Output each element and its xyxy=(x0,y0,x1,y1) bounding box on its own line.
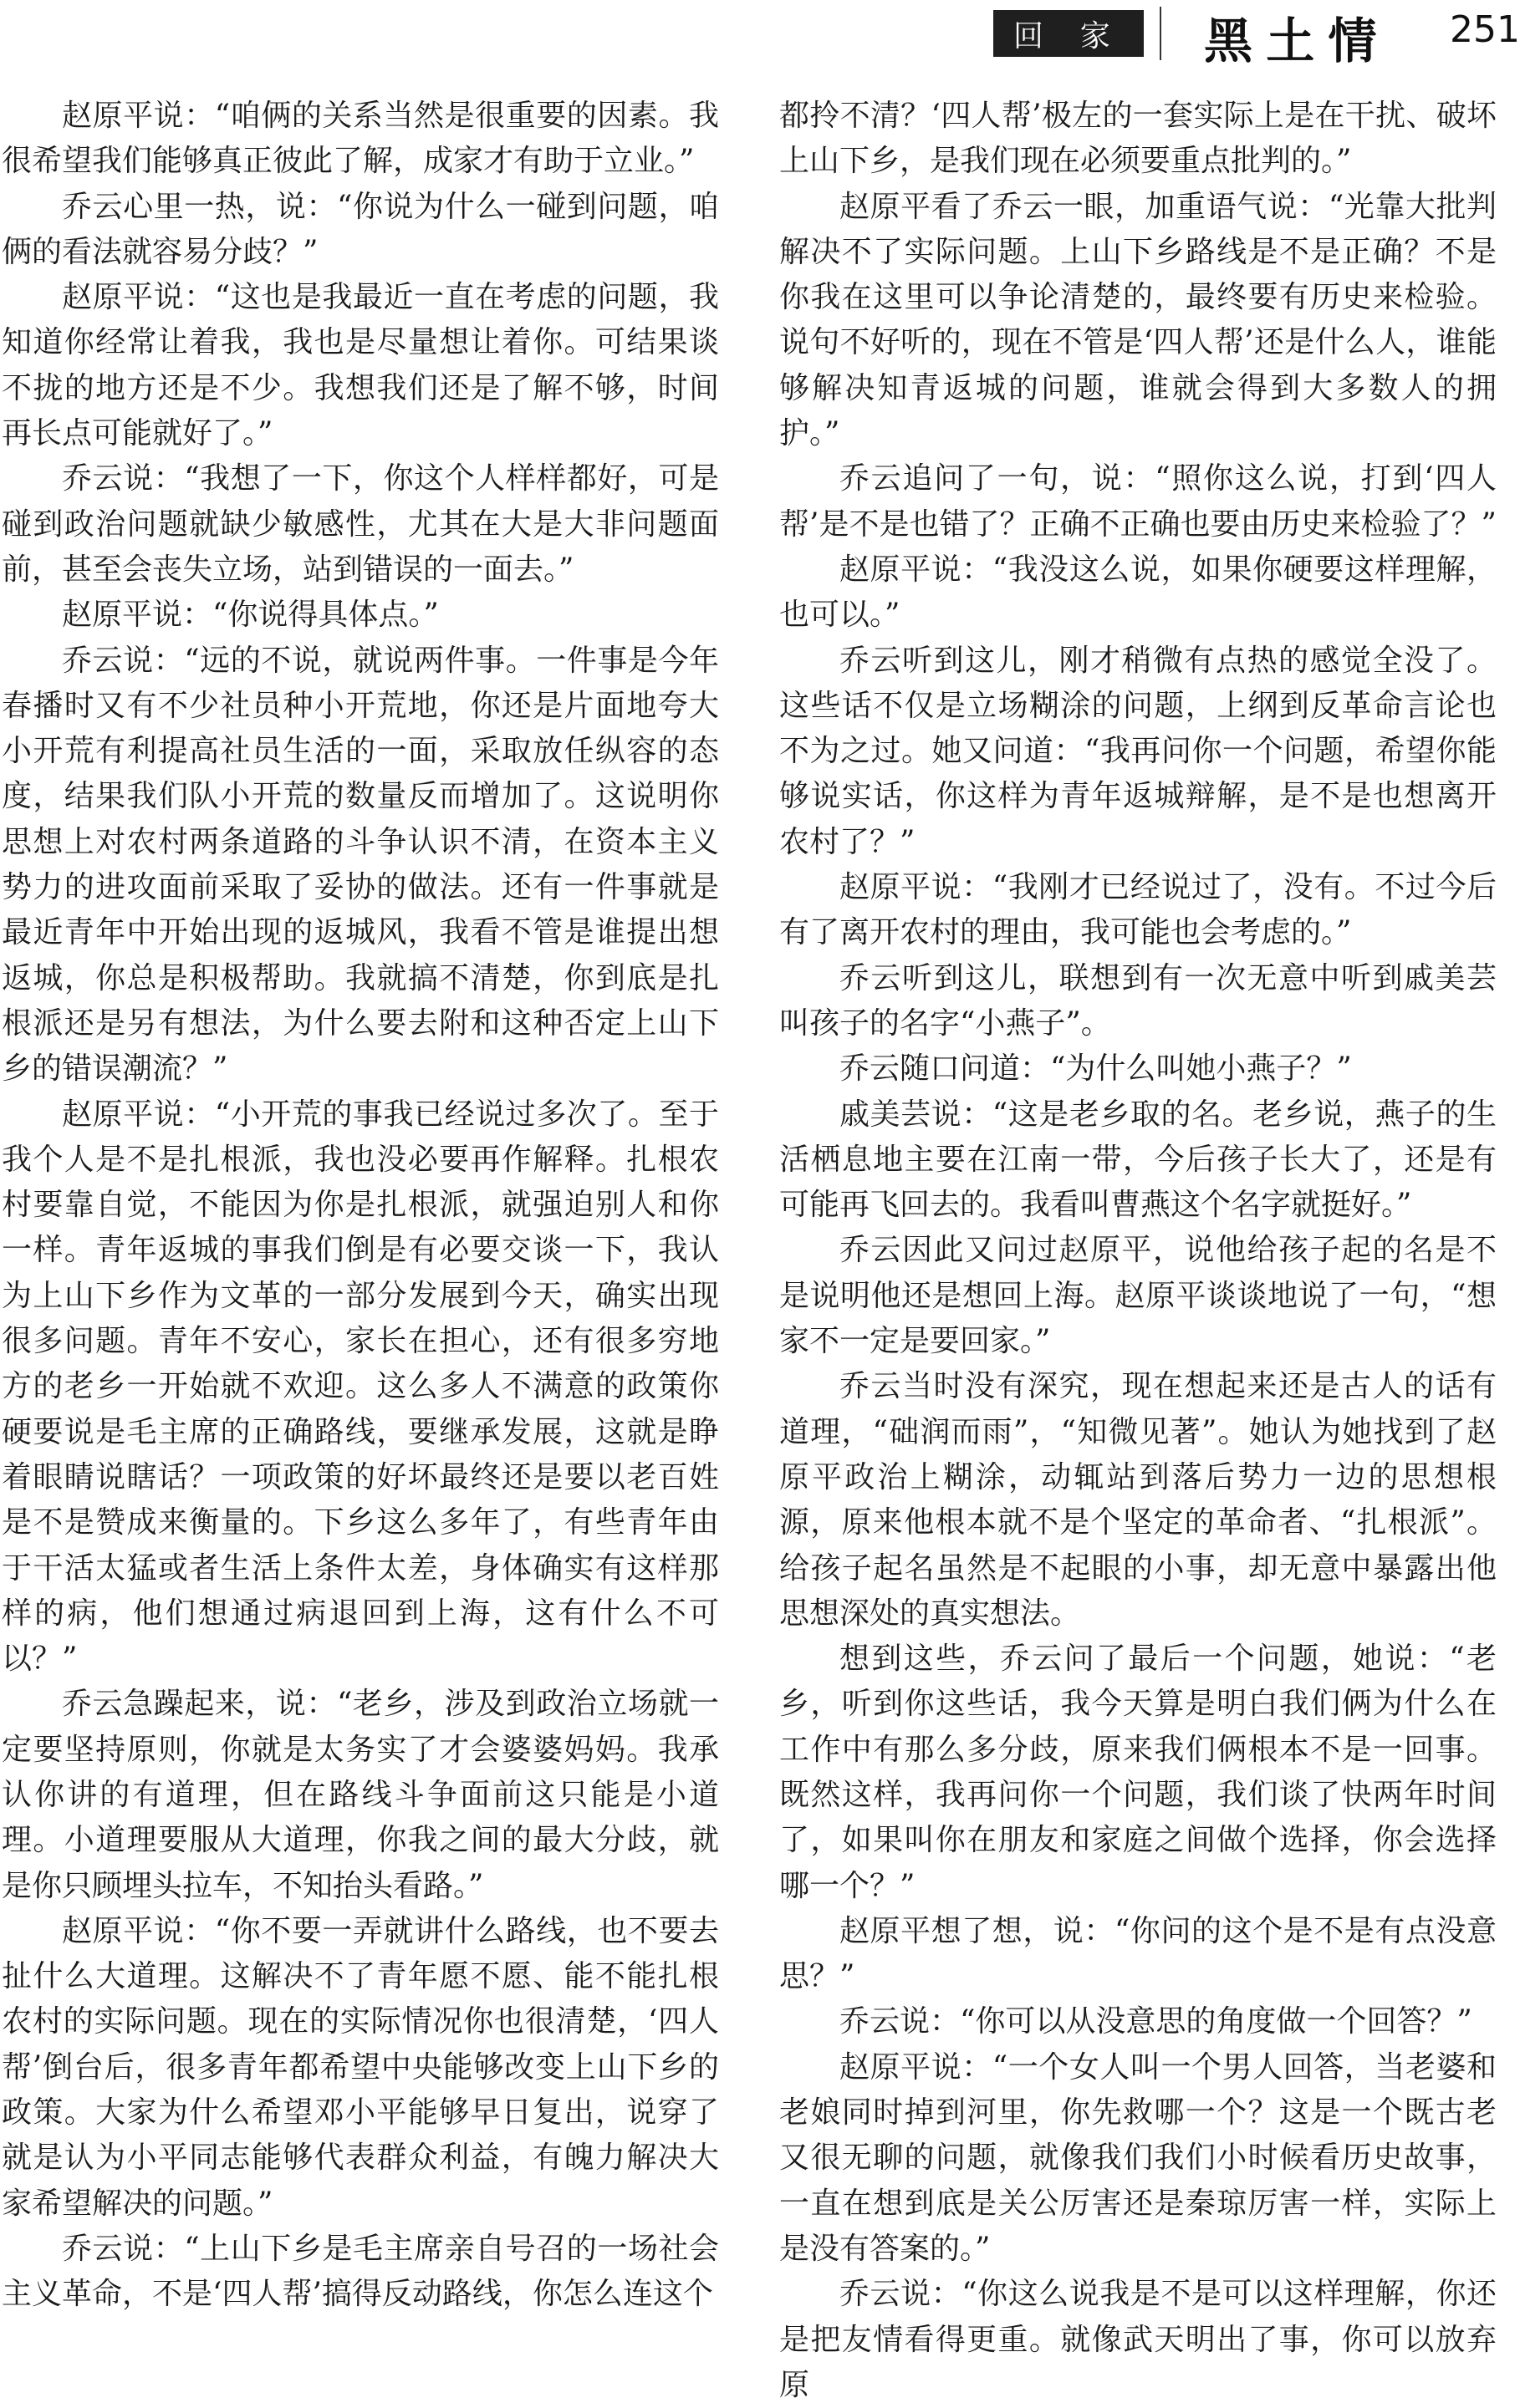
paragraph: 乔云因此又问过赵原平，说他给孩子起的名是不是说明他还是想回上海。赵原平谈谈地说了一句，“想家不一定是要回家。” xyxy=(779,1233,1497,1359)
magazine-logo: 黑土情 xyxy=(1204,13,1390,69)
paragraph: 赵原平说：“一个女人叫一个男人回答，当老婆和老娘同时掉到河里，你先救哪一个？这是一个既古老又很无聊的问题，就像我们我们小时候看历史故事，一直在想到底是关公厉害还是秦琼厉害一样，实际上是没有答案的。” xyxy=(779,2049,1497,2266)
paragraph: 乔云说：“我想了一下，你这个人样样都好，可是碰到政治问题就缺少敏感性，尤其在大是大非问题面前，甚至会丧失立场，站到错误的一面去。” xyxy=(2,461,719,587)
paragraph: 都拎不清？‘四人帮’极左的一套实际上是在干扰、破坏上山下乡，是我们现在必须要重点批判的。” xyxy=(779,99,1497,179)
paragraph: 乔云听到这儿，联想到有一次无意中听到戚美芸叫孩子的名字“小燕子”。 xyxy=(779,960,1497,1041)
paragraph: 乔云急躁起来，说：“老乡，涉及到政治立场就一定要坚持原则，你就是太务实了才会婆婆妈妈。我承认你讲的有道理，但在路线斗争面前这只能是小道理。小道理要服从大道理，你我之间的最大分歧，就是你只顾埋头拉车，不知抬头看路。” xyxy=(2,1687,719,1903)
paragraph: 乔云说：“你可以从没意思的角度做一个回答？” xyxy=(839,2004,1472,2039)
paragraph: 乔云随口问道：“为什么叫她小燕子？” xyxy=(839,1051,1352,1087)
paragraph: 赵原平说：“我刚才已经说过了，没有。不过今后有了离开农村的理由，我可能也会考虑的。” xyxy=(779,870,1497,950)
page-number: 251 xyxy=(1450,8,1520,51)
paragraph: 乔云说：“远的不说，就说两件事。一件事是今年春播时又有不少社员种小开荒地，你还是片面地夸大小开荒有利提高社员生活的一面，采取放任纵容的态度，结果我们队小开荒的数量反而增加了。这说明你思想上对农村两条道路的斗争认识不清，在资本主义势力的进攻面前采取了妥协的做法。还有一件事就是最近青年中开始出现的返城风，我看不管是谁提出想返城，你总是积极帮助。我就搞不清楚，你到底是扎根派还是另有想法，为什么要去附和这种否定上山下乡的错误潮流？” xyxy=(2,643,719,1087)
paragraph: 乔云说：“你这么说我是不是可以这样理解，你还是把友情看得更重。就像武天明出了事，你可以放弃原 xyxy=(779,2277,1497,2402)
paragraph: 乔云听到这儿，刚才稍微有点热的感觉全没了。这些话不仅是立场糊涂的问题，上纲到反革命言论也不为之过。她又问道：“我再问你一个问题，希望你能够说实话，你这样为青年返城辩解，是不是也想离开农村了？” xyxy=(779,643,1497,859)
header-divider xyxy=(1160,7,1161,60)
paragraph: 乔云说：“上山下乡是毛主席亲自号召的一场社会主义革命，不是‘四人帮’搞得反动路线，你怎么连这个 xyxy=(2,2231,719,2312)
paragraph: 赵原平说：“咱俩的关系当然是很重要的因素。我很希望我们能够真正彼此了解，成家才有助于立业。” xyxy=(2,99,719,179)
page-header xyxy=(0,0,1520,69)
paragraph: 乔云当时没有深究，现在想起来还是古人的话有道理，“础润而雨”，“知微见著”。她认为她找到了赵原平政治上糊涂，动辄站到落后势力一边的思想根源，原来他根本就不是个坚定的革命者、“扎根派”。给孩子起名虽然是不起眼的小事，却无意中暴露出他思想深处的真实想法。 xyxy=(779,1369,1497,1631)
left-column xyxy=(2,94,719,2318)
paragraph: 赵原平说：“你不要一弄就讲什么路线，也不要去扯什么大道理。这解决不了青年愿不愿、能不能扎根农村的实际问题。现在的实际情况你也很清楚，‘四人帮’倒台后，很多青年都希望中央能够改变上山下乡的政策。大家为什么希望邓小平能够早日复出，说穿了就是认为小平同志能够代表群众利益，有魄力解决大家希望解决的问题。” xyxy=(2,1913,719,2221)
paragraph: 乔云心里一热，说：“你说为什么一碰到问题，咱俩的看法就容易分歧？” xyxy=(2,189,719,269)
paragraph: 想到这些，乔云问了最后一个问题，她说：“老乡，听到你这些话，我今天算是明白我们俩为什么在工作中有那么多分歧，原来我们俩根本不是一回事。既然这样，我再问你一个问题，我们谈了快两年时间了，如果叫你在朋友和家庭之间做个选择，你会选择哪一个？” xyxy=(779,1642,1497,1903)
paragraph: 乔云追问了一句，说：“照你这么说，打到‘四人帮’是不是也错了？正确不正确也要由历史来检验了？” xyxy=(779,461,1497,542)
paragraph: 赵原平说：“这也是我最近一直在考虑的问题，我知道你经常让着我，我也是尽量想让着你。可结果谈不拢的地方还是不少。我想我们还是了解不够，时间再长点可能就好了。” xyxy=(2,280,719,451)
paragraph: 戚美芸说：“这是老乡取的名。老乡说，燕子的生活栖息地主要在江南一带，今后孩子长大了，还是有可能再飞回去的。我看叫曹燕这个名字就挺好。” xyxy=(779,1097,1497,1223)
paragraph: 赵原平说：“我没这么说，如果你硬要这样理解，也可以。” xyxy=(779,552,1497,633)
section-tab: 回 家 xyxy=(993,10,1144,57)
paragraph: 赵原平说：“小开荒的事我已经说过多次了。至于我个人是不是扎根派，我也没必要再作解释。扎根农村要靠自觉，不能因为你是扎根派，就强迫别人和你一样。青年返城的事我们倒是有必要交谈一下，我认为上山下乡作为文革的一部分发展到今天，确实出现很多问题。青年不安心，家长在担心，还有很多穷地方的老乡一开始就不欢迎。这么多人不满意的政策你硬要说是毛主席的正确路线，要继承发展，这就是睁着眼睛说瞎话？一项政策的好坏最终还是要以老百姓是不是赞成来衡量的。下乡这么多年了，有些青年由于干活太猛或者生活上条件太差，身体确实有这样那样的病，他们想通过病退回到上海，这有什么不可以？” xyxy=(2,1097,719,1677)
paragraph: 赵原平看了乔云一眼，加重语气说：“光靠大批判解决不了实际问题。上山下乡路线是不是正确？不是你我在这里可以争论清楚的，最终要有历史来检验。说句不好听的，现在不管是‘四人帮’还是什么人，谁能够解决知青返城的问题，谁就会得到大多数人的拥护。” xyxy=(779,189,1497,451)
paragraph: 赵原平想了想，说：“你问的这个是不是有点没意思？” xyxy=(779,1913,1497,1994)
right-column xyxy=(779,94,1497,2408)
paragraph: 赵原平说：“你说得具体点。” xyxy=(62,598,439,633)
